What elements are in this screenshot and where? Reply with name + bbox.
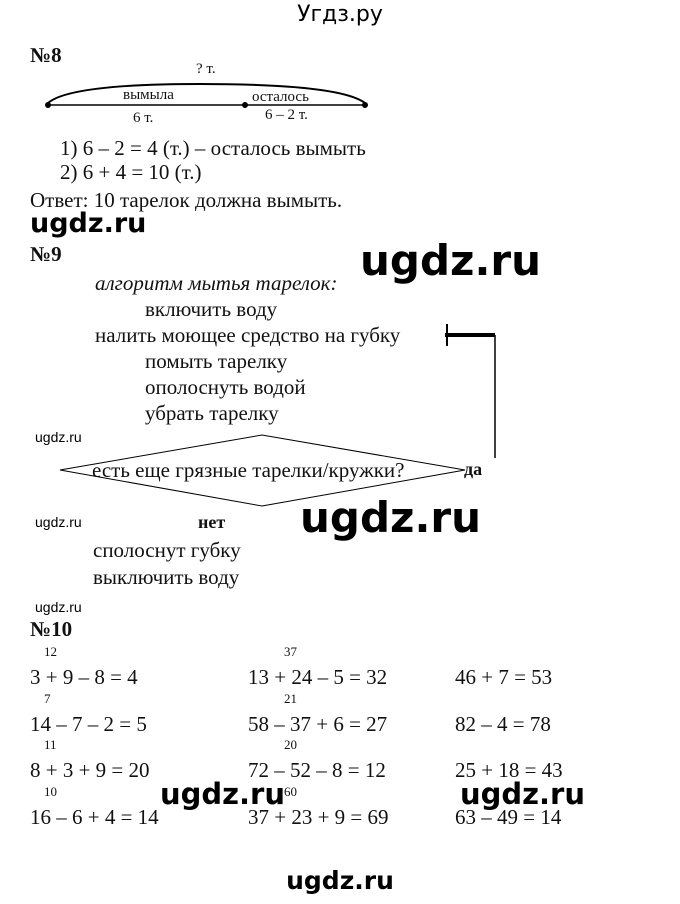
algorithm-step: убрать тарелку bbox=[145, 401, 279, 425]
intermediate-result: 7 bbox=[44, 691, 51, 706]
equation: 14 – 7 – 2 = 5 bbox=[30, 712, 147, 736]
equation: 72 – 52 – 8 = 12 bbox=[248, 758, 386, 782]
solution-step: 2) 6 + 4 = 10 (т.) bbox=[60, 160, 202, 184]
equation: 16 – 6 + 4 = 14 bbox=[30, 805, 159, 829]
algorithm-step: сполоснут губку bbox=[93, 538, 241, 562]
equation: 25 + 18 = 43 bbox=[455, 758, 563, 782]
equation: 8 + 3 + 9 = 20 bbox=[30, 758, 150, 782]
watermark: ugdz.ru bbox=[300, 493, 482, 542]
watermark: ugdz.ru bbox=[286, 866, 394, 895]
equation: 46 + 7 = 53 bbox=[455, 665, 553, 689]
equation: 82 – 4 = 78 bbox=[455, 712, 551, 736]
diagram-total: ? т. bbox=[196, 61, 216, 77]
watermark: ugdz.ru bbox=[160, 777, 286, 811]
algorithm-step: помыть тарелку bbox=[145, 349, 288, 373]
algorithm-step: ополоснуть водой bbox=[145, 375, 306, 399]
algorithm-step: налить моющее средство на губку bbox=[95, 323, 401, 347]
task10-title: №10 bbox=[30, 617, 73, 641]
equation: 63 – 49 = 14 bbox=[455, 805, 562, 829]
task9-title: №9 bbox=[30, 242, 62, 266]
solution-step: 1) 6 – 2 = 4 (т.) – осталось вымыть bbox=[60, 136, 366, 160]
watermark: ugdz.ru bbox=[30, 208, 147, 239]
diagram-left-label: вымыла bbox=[123, 87, 174, 103]
diagram-left-value: 6 т. bbox=[133, 110, 154, 126]
equation: 13 + 24 – 5 = 32 bbox=[248, 665, 388, 689]
equation: 3 + 9 – 8 = 4 bbox=[30, 665, 138, 689]
task8-title: №8 bbox=[30, 43, 62, 67]
diagram-right-label: осталось bbox=[252, 89, 309, 105]
watermark: ugdz.ru bbox=[35, 514, 82, 530]
watermark: ugdz.ru bbox=[360, 236, 542, 285]
decision-no: нет bbox=[198, 512, 226, 532]
intermediate-result: 11 bbox=[44, 737, 57, 752]
watermark: ugdz.ru bbox=[35, 429, 82, 445]
intermediate-result: 21 bbox=[284, 691, 297, 706]
answer: Ответ: 10 тарелок должна вымыть. bbox=[30, 188, 343, 212]
intermediate-result: 20 bbox=[284, 737, 297, 752]
equation: 58 – 37 + 6 = 27 bbox=[248, 712, 388, 736]
decision-yes: да bbox=[464, 459, 483, 479]
intermediate-result: 10 bbox=[44, 784, 57, 799]
intermediate-result: 60 bbox=[284, 784, 297, 799]
algorithm-step: выключить воду bbox=[93, 565, 240, 589]
decision-condition: есть еще грязные тарелки/кружки? bbox=[92, 458, 405, 482]
intermediate-result: 12 bbox=[44, 644, 57, 659]
flowchart-loop-arrow bbox=[445, 324, 495, 458]
algorithm-step: включить воду bbox=[145, 297, 278, 321]
watermark: ugdz.ru bbox=[460, 777, 586, 811]
segment-diagram bbox=[45, 84, 368, 108]
diagram-right-value: 6 – 2 т. bbox=[265, 107, 308, 123]
intermediate-result: 37 bbox=[284, 644, 297, 659]
watermark: ugdz.ru bbox=[35, 599, 82, 615]
site-title: Угдз.ру bbox=[297, 2, 383, 27]
algorithm-heading: алгоритм мытья тарелок: bbox=[95, 271, 338, 295]
equation: 37 + 23 + 9 = 69 bbox=[248, 805, 389, 829]
